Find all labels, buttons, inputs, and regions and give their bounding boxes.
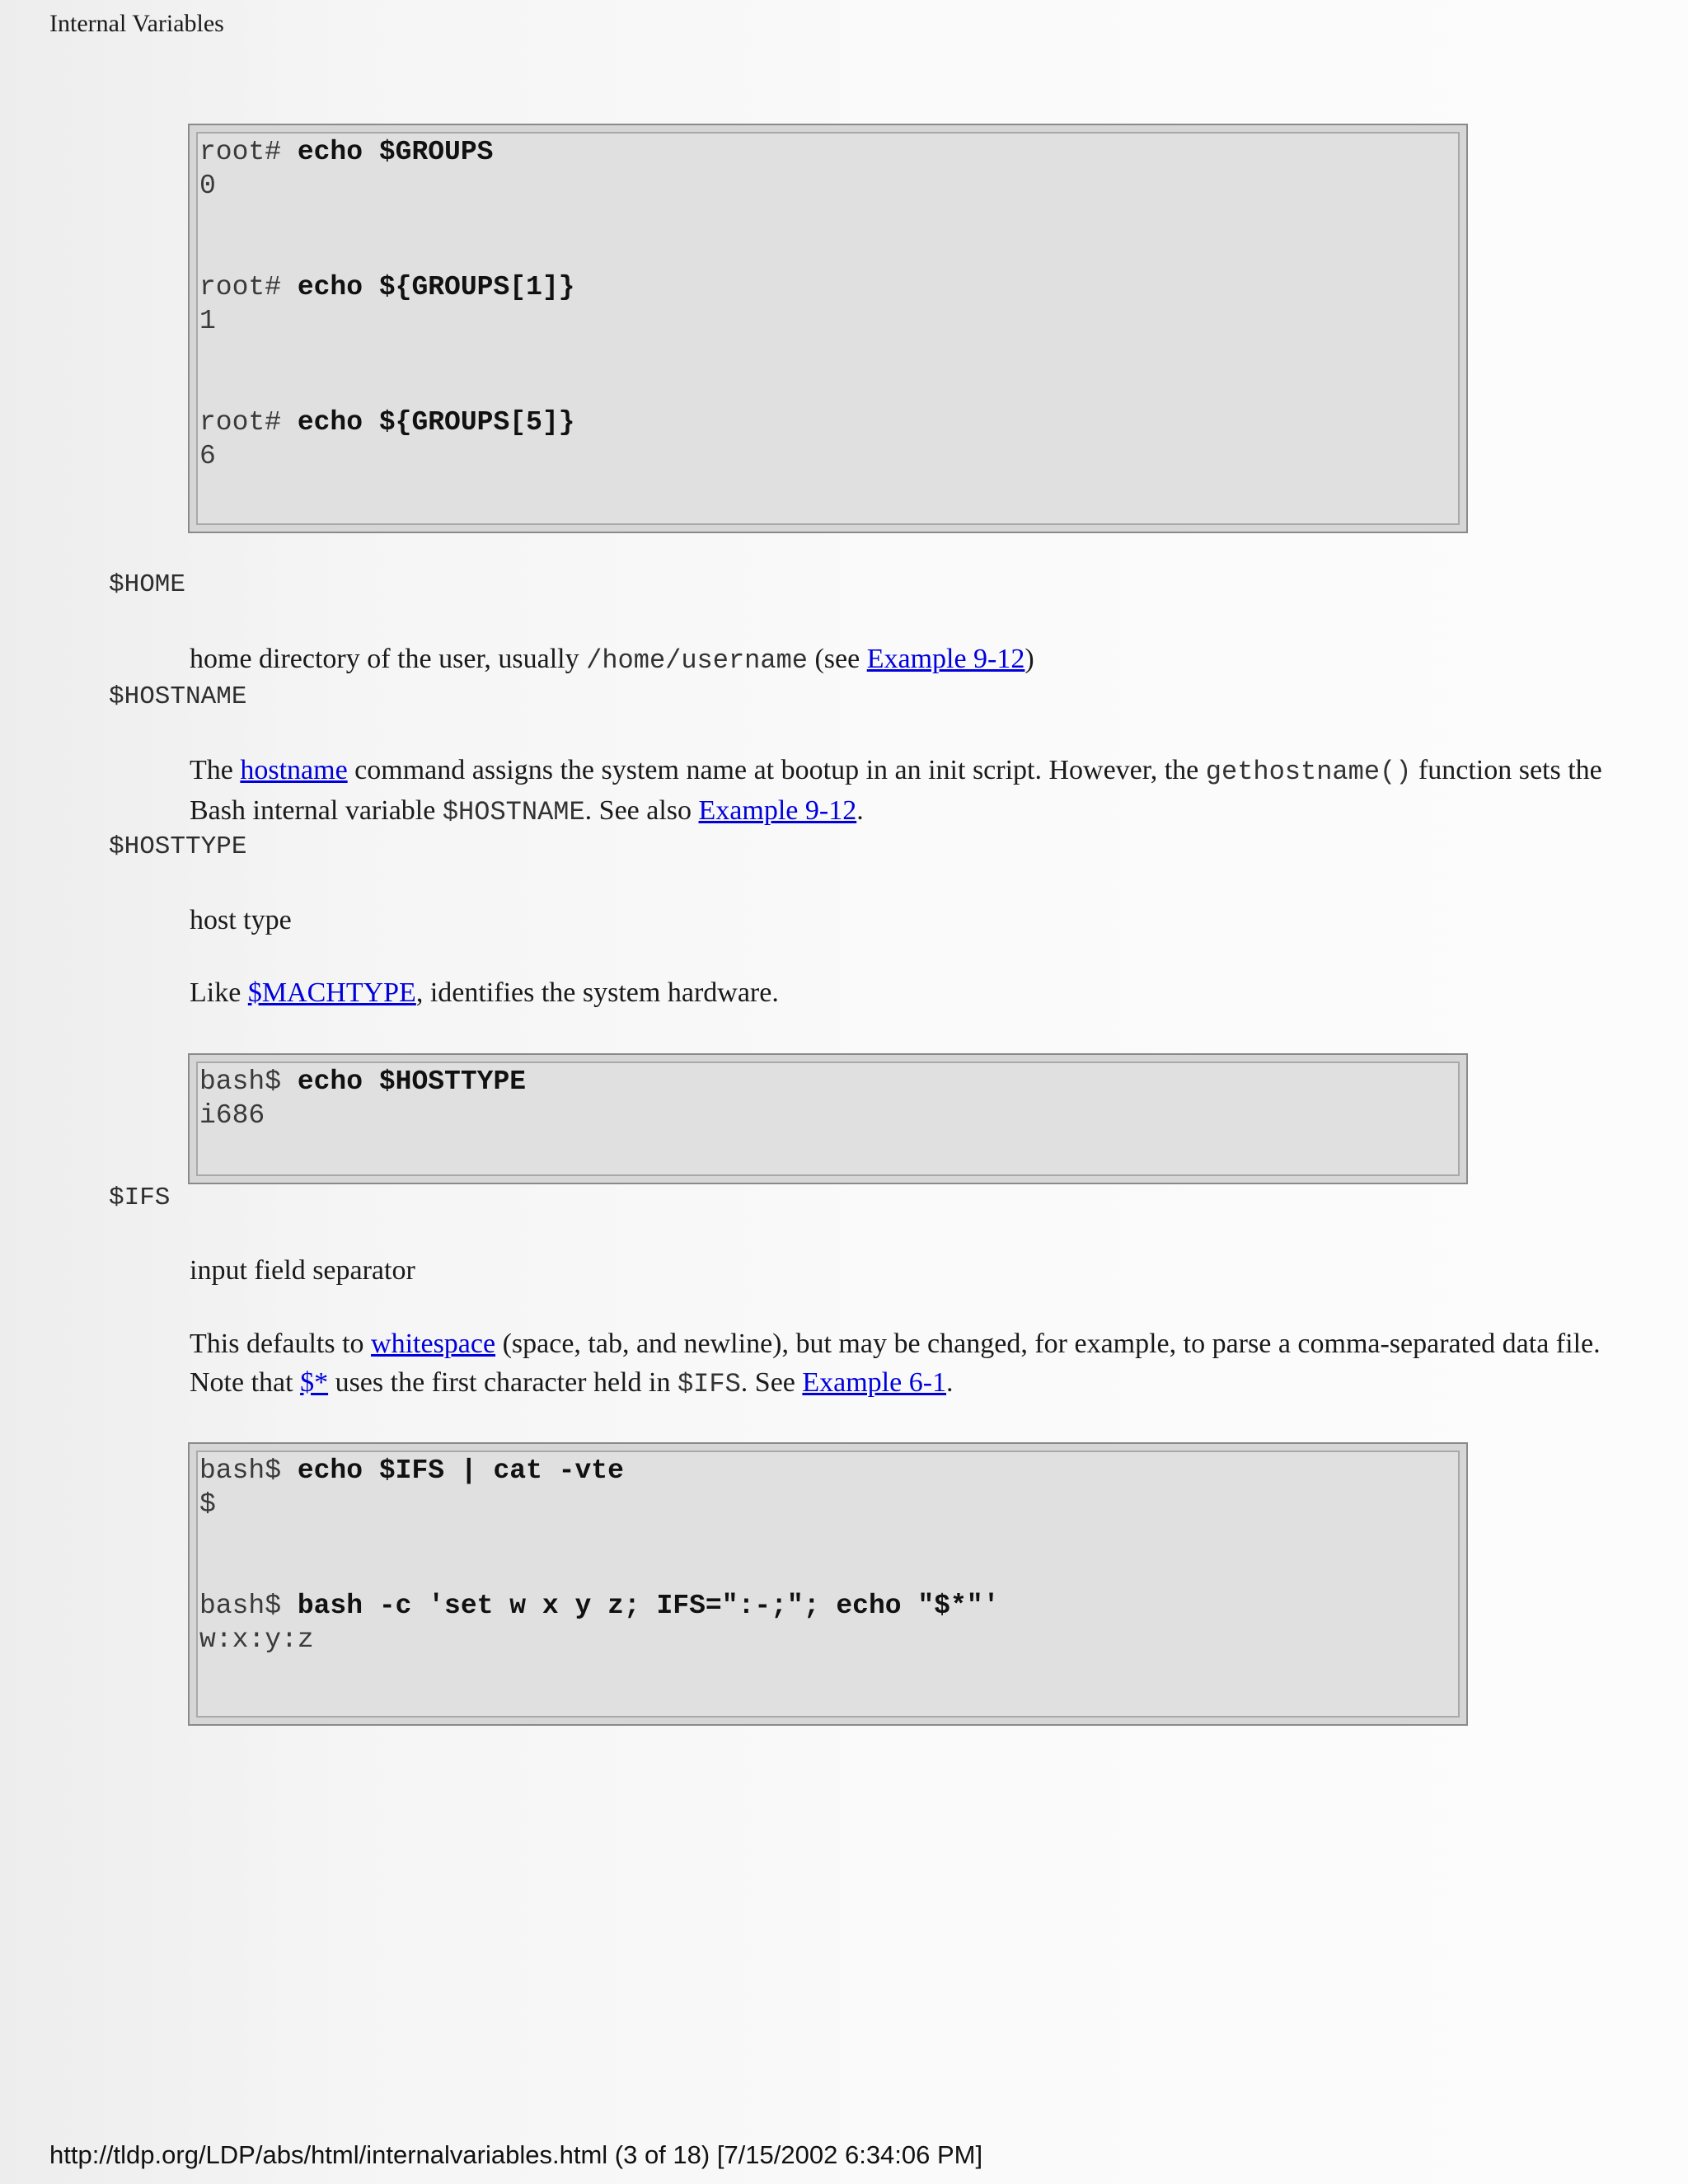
output: w:x:y:z xyxy=(199,1624,314,1655)
link-example-9-12[interactable]: Example 9-12 xyxy=(866,644,1025,674)
command: echo $HOSTTYPE xyxy=(297,1066,527,1097)
prompt: root# xyxy=(199,407,298,438)
command: echo ${GROUPS[5]} xyxy=(297,407,575,438)
ifs-note: This defaults to whitespace (space, tab, and newline), but may be changed, for example, to parse a comma-separated data file. Note that $* uses the first character held in $IFS. See Example 6-1. xyxy=(190,1329,1601,1399)
prompt: root# xyxy=(199,272,298,302)
term-hosttype: $HOSTTYPE xyxy=(109,832,247,861)
page-footer-url: http://tldp.org/LDP/abs/html/internalvariables.html (3 of 18) [7/15/2002 6:34:06 PM] xyxy=(49,2140,983,2169)
page-header: Internal Variables xyxy=(49,10,224,37)
inline-code: gethostname() xyxy=(1205,757,1412,787)
home-description: home directory of the user, usually /home/username (see Example 9-12) xyxy=(190,644,1034,676)
prompt: root# xyxy=(199,137,298,167)
inline-code: $IFS xyxy=(677,1369,741,1399)
inline-code: $HOSTNAME xyxy=(442,797,585,827)
link-example-9-12[interactable]: Example 9-12 xyxy=(698,795,857,826)
output: $ xyxy=(199,1489,216,1520)
prompt: bash$ xyxy=(199,1591,298,1621)
hosttype-description: host type xyxy=(190,905,292,935)
command: bash -c 'set w x y z; IFS=":-;"; echo "$*"' xyxy=(297,1591,1000,1621)
output: i686 xyxy=(199,1100,265,1131)
output: 0 xyxy=(199,171,216,201)
code-example-hosttype xyxy=(190,1055,1466,1183)
code-example-groups xyxy=(190,125,1466,532)
command: echo $GROUPS xyxy=(297,137,494,167)
link-dollar-star[interactable]: $* xyxy=(300,1367,329,1398)
prompt: bash$ xyxy=(199,1455,298,1486)
term-home: $HOME xyxy=(109,570,186,599)
ifs-description: input field separator xyxy=(190,1255,415,1286)
term-ifs: $IFS xyxy=(109,1183,171,1212)
link-hostname[interactable]: hostname xyxy=(240,755,348,785)
command: echo ${GROUPS[1]} xyxy=(297,272,575,302)
hostname-description: The hostname command assigns the system name at bootup in an init script. However, the gethostname() function sets the Bash internal variable $HOSTNAME. See also Example 9-12. xyxy=(190,755,1602,827)
output: 6 xyxy=(199,441,216,471)
link-machtype[interactable]: $MACHTYPE xyxy=(247,977,416,1008)
code-example-ifs xyxy=(190,1444,1466,1724)
inline-code: /home/username xyxy=(586,645,808,676)
link-whitespace[interactable]: whitespace xyxy=(371,1329,496,1359)
link-example-6-1[interactable]: Example 6-1 xyxy=(802,1367,947,1398)
prompt: bash$ xyxy=(199,1066,298,1097)
command: echo $IFS | cat -vte xyxy=(297,1455,624,1486)
hosttype-note: Like $MACHTYPE, identifies the system hardware. xyxy=(190,977,779,1008)
term-hostname: $HOSTNAME xyxy=(109,682,247,711)
output: 1 xyxy=(199,306,216,336)
